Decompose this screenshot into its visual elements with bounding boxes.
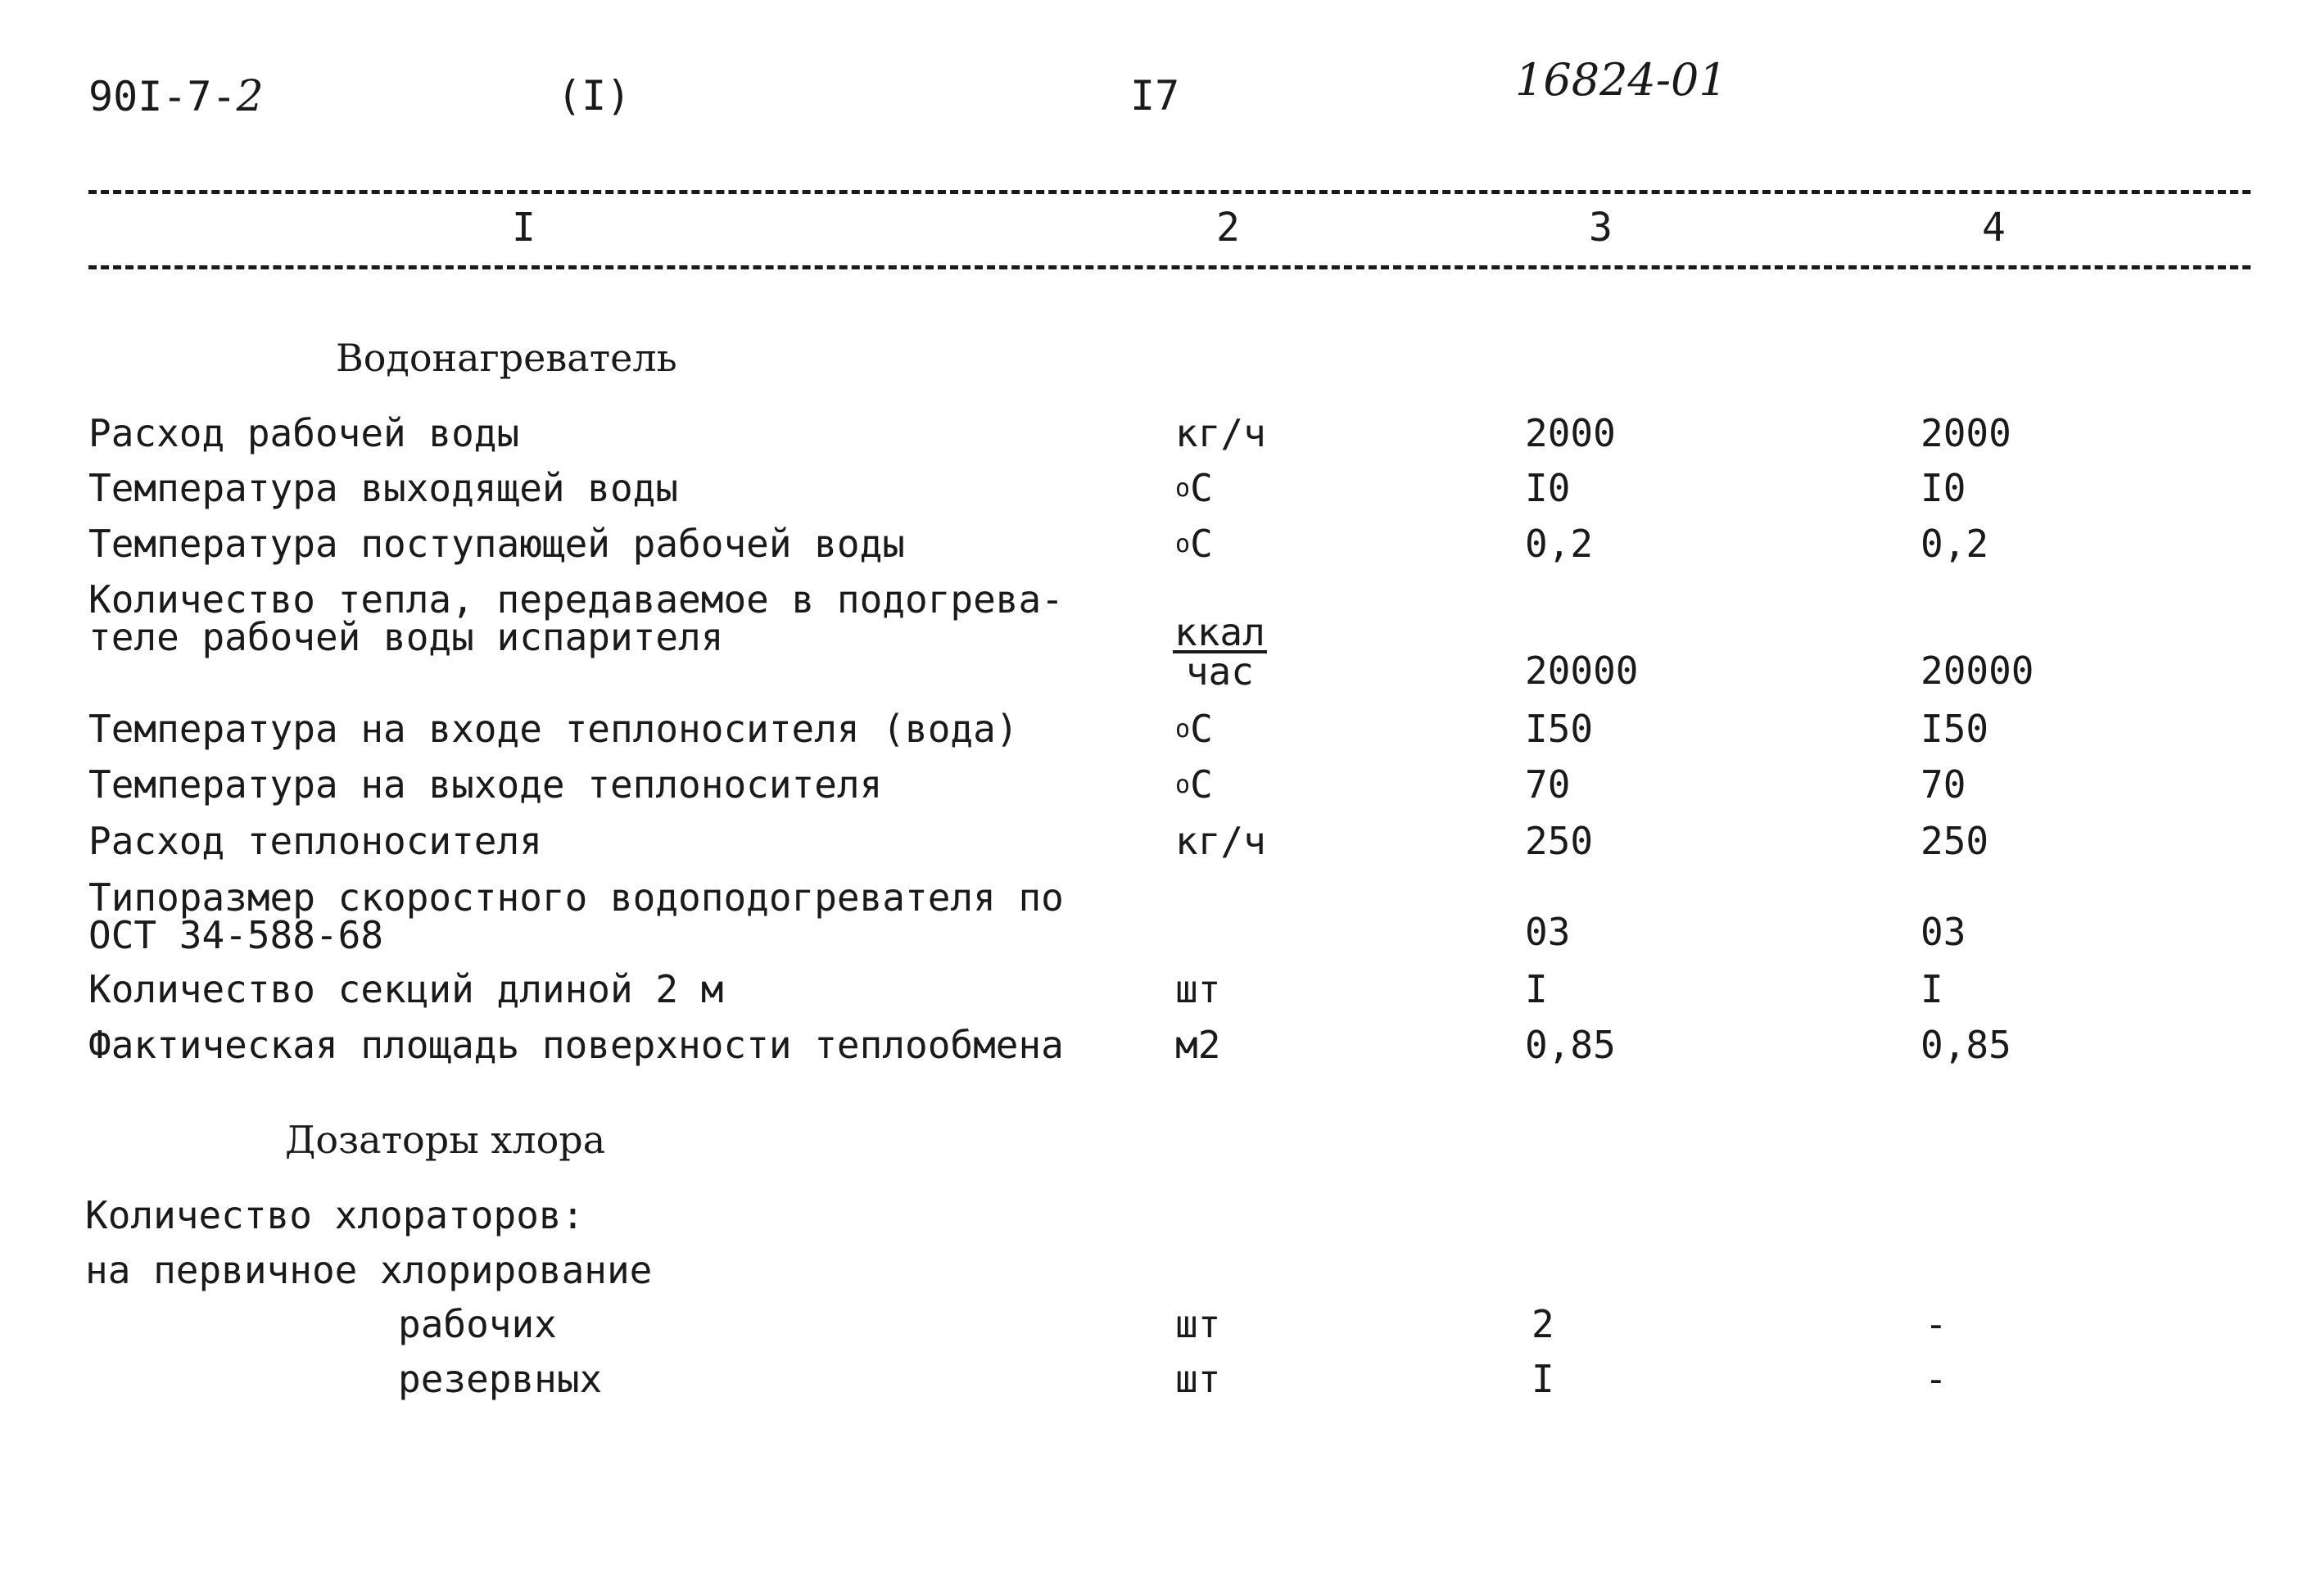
page-number: I7	[1130, 72, 1180, 120]
row-value-col3: 2	[1531, 1302, 1554, 1346]
row-value-col3: I	[1531, 1357, 1554, 1401]
section-title-water-heater: Водонагреватель	[336, 336, 677, 380]
header-bottom-divider	[88, 265, 2251, 269]
row-value-col3: 2000	[1525, 411, 1616, 455]
handwritten-inventory-number: 16824-01	[1515, 54, 1727, 106]
unit-celsius: C	[1190, 522, 1213, 566]
row-label: Фактическая площадь поверхности теплообмена	[88, 1023, 1064, 1067]
row-value-col4: 0,85	[1921, 1023, 2011, 1067]
document-code	[88, 72, 264, 121]
row-value-col3: 250	[1525, 819, 1594, 863]
row-value-col4: -	[1925, 1302, 1948, 1346]
row-label: Расход рабочей воды	[88, 411, 520, 455]
row-value-col3: I	[1525, 967, 1548, 1011]
degree-sign: о	[1175, 474, 1191, 503]
row-label: Температура поступающей рабочей воды	[88, 522, 905, 566]
unit-celsius: C	[1190, 466, 1213, 510]
unit-celsius: C	[1190, 762, 1213, 807]
column-header-4: 4	[1982, 205, 2006, 251]
degree-sign: о	[1175, 771, 1191, 799]
row-value-col4: 2000	[1921, 411, 2011, 455]
row-value-col4: 0,2	[1921, 522, 1989, 566]
row-label: Температура на входе теплоносителя (вода)	[88, 707, 1019, 751]
row-value-col3: I50	[1525, 707, 1594, 751]
row-label: резервных	[398, 1357, 603, 1401]
row-label: Температура на выходе теплоносителя	[88, 762, 883, 807]
row-label: рабочих	[398, 1302, 557, 1346]
row-value-col4: I0	[1921, 466, 1966, 510]
row-value-col3: I0	[1525, 466, 1571, 510]
row-unit: шт	[1175, 967, 1221, 1011]
fraction-denominator: час	[1185, 649, 1254, 694]
column-header-1: I	[512, 205, 536, 251]
row-label: Количество секций длиной 2 м	[88, 967, 724, 1011]
row-value-col4: 250	[1921, 819, 1989, 863]
fraction	[1173, 610, 1267, 694]
row-unit	[1175, 524, 1213, 569]
degree-sign: о	[1175, 715, 1191, 744]
row-value-col4: -	[1925, 1357, 1948, 1401]
row-value-col4: I50	[1921, 707, 1989, 751]
row-label: Количество хлораторов:	[85, 1193, 585, 1237]
row-unit: кг/ч	[1175, 411, 1266, 455]
row-unit: кг/ч	[1175, 819, 1266, 863]
document-code-suffix: 2	[236, 72, 264, 121]
row-value-col3: 20000	[1525, 649, 1639, 693]
unit-celsius: C	[1190, 707, 1213, 751]
row-value-col3: 03	[1525, 910, 1571, 954]
row-unit-fraction	[1173, 610, 1267, 694]
column-header-3: 3	[1589, 205, 1613, 251]
row-label-line2: ОСТ 34-588-68	[88, 913, 384, 957]
document-part: (I)	[557, 72, 631, 120]
row-label-line1: Количество тепла, передаваемое в подогрева-	[88, 577, 1064, 622]
row-value-col3: 0,2	[1525, 522, 1594, 566]
row-unit: м2	[1175, 1023, 1221, 1067]
row-unit	[1175, 709, 1213, 754]
row-unit: шт	[1175, 1357, 1221, 1401]
column-header-2: 2	[1216, 205, 1240, 251]
row-unit	[1175, 468, 1213, 513]
row-label-line2: теле рабочей воды испарителя	[88, 615, 724, 659]
row-value-col3: 70	[1525, 762, 1571, 807]
row-label: на первичное хлорирование	[85, 1248, 653, 1292]
row-value-col3: 0,85	[1525, 1023, 1616, 1067]
row-value-col4: I	[1921, 967, 1943, 1011]
row-label: Температура выходящей воды	[88, 466, 679, 510]
header-top-divider	[88, 190, 2251, 194]
fraction-numerator: ккал	[1174, 610, 1265, 654]
row-label-line1: Типоразмер скоростного водоподогревателя по	[88, 875, 1064, 920]
section-title-chlorine-dosers: Дозаторы хлора	[285, 1118, 606, 1162]
row-unit: шт	[1175, 1302, 1221, 1346]
degree-sign: о	[1175, 530, 1191, 558]
row-unit	[1175, 762, 1213, 810]
row-value-col4: 70	[1921, 762, 1966, 807]
row-value-col4: 20000	[1921, 649, 2034, 693]
document-code-base: 90I-7-	[88, 73, 237, 120]
row-label: Расход теплоносителя	[88, 819, 542, 863]
row-value-col4: 03	[1921, 910, 1966, 954]
